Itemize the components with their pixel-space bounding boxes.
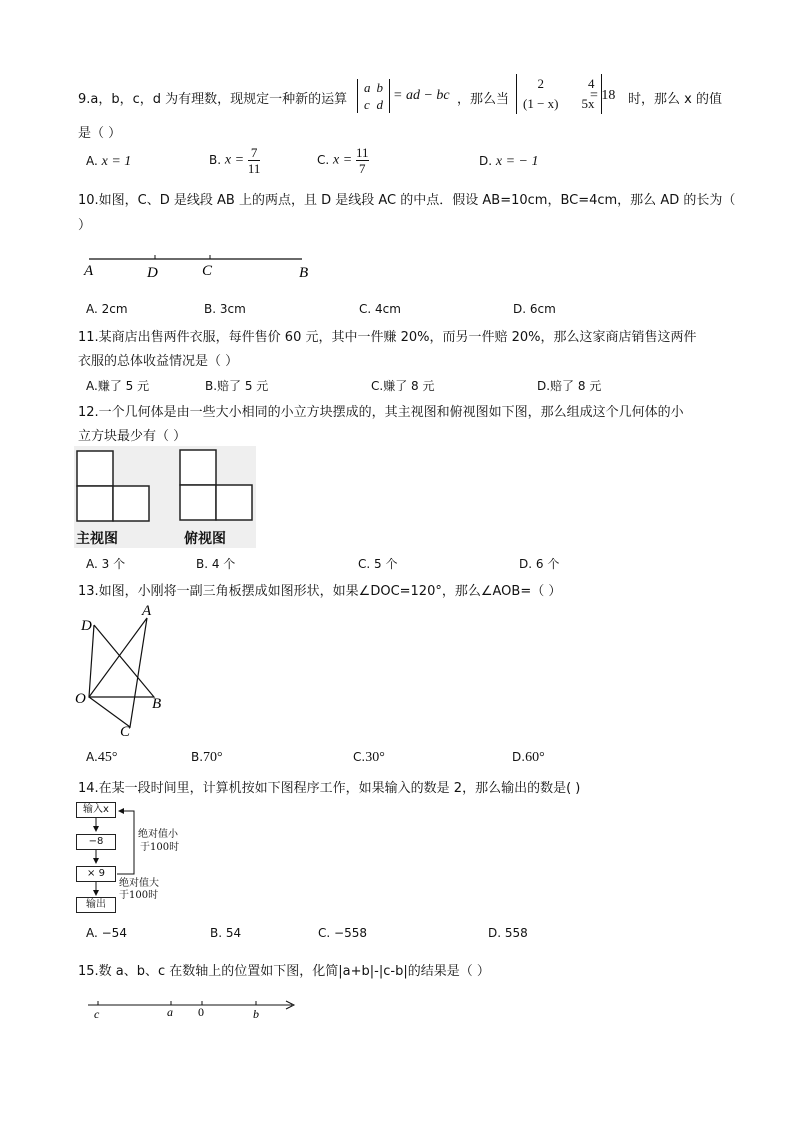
- label-a: a: [167, 1005, 173, 1019]
- q11-option-b[interactable]: B.赔了 5 元: [205, 379, 269, 393]
- flow-input-label: 输入x: [83, 804, 109, 815]
- q14-option-d[interactable]: D. 558: [488, 926, 528, 940]
- label-zero: 0: [198, 1005, 204, 1019]
- q15-stem: 15.数 a、b、c 在数轴上的位置如下图，化简|a+b|-|c-b|的结果是（ ）: [78, 964, 490, 979]
- q13-triangle-figure: [72, 602, 172, 742]
- out-note-2: 于100时: [119, 890, 159, 901]
- q14-flowchart: [74, 800, 204, 916]
- q9-b-num: 7: [250, 145, 258, 160]
- q9-c-num: 11: [356, 145, 369, 160]
- flow-multiply-box: [76, 866, 116, 882]
- loop-note-1: 绝对值小: [138, 829, 178, 840]
- point-d: D: [81, 618, 92, 634]
- q9-option-b-label: B.: [209, 153, 222, 167]
- q9-option-a-expr: x = 1: [101, 154, 132, 169]
- flow-output-label: 输出: [86, 899, 106, 910]
- q9-stem-d: 是（ ）: [78, 126, 122, 141]
- q13-c-label: C.: [353, 750, 366, 764]
- point-c-label: C: [202, 263, 213, 279]
- point-c: C: [120, 724, 131, 740]
- point-d-label: D: [147, 265, 158, 281]
- q15-number-line: [84, 996, 304, 1022]
- loop-note-2: 于100时: [140, 842, 180, 853]
- q10-stem: 10.如图，C、D 是线段 AB 上的两点，且 D 是线段 AC 的中点．假设 AB=10cm，BC=4cm，那么 AD 的长为（: [78, 193, 736, 208]
- q13-option-b[interactable]: [191, 750, 223, 766]
- q9-stem-a: 9.a，b，c，d 为有理数，现规定一种新的运算: [78, 92, 348, 107]
- q12-option-d[interactable]: D. 6 个: [519, 557, 560, 571]
- q11-option-c[interactable]: C.赚了 8 元: [371, 379, 435, 393]
- q14-option-c[interactable]: C. −558: [318, 926, 367, 940]
- q12-top-view: [177, 446, 257, 522]
- q11-stem: 11.某商店出售两件衣服，每件售价 60 元，其中一件赚 20%，而另一件赔 20%，那么这家商店销售这两件: [78, 330, 697, 345]
- q12-stem-2: 立方块最少有（ ）: [78, 429, 187, 444]
- detv-d: 5x: [581, 96, 595, 111]
- q9-option-a-label: A.: [86, 154, 98, 168]
- q9-stem-c: 时，那么 x 的值: [628, 92, 722, 107]
- q13-b-label: B.: [191, 750, 204, 764]
- q9-det-val: [516, 74, 602, 114]
- det-a: a: [364, 80, 371, 95]
- q9-option-d-expr: x = − 1: [495, 154, 539, 169]
- q12-option-a[interactable]: A. 3 个: [86, 557, 126, 571]
- q9-stem-b: ，那么当: [457, 92, 510, 107]
- q9-val-rhs: = 18: [590, 88, 616, 103]
- label-b: b: [253, 1007, 259, 1021]
- q9-option-b-pre: x =: [224, 152, 245, 168]
- q13-option-d[interactable]: [512, 750, 545, 766]
- q12-top-caption: 俯视图: [184, 531, 226, 547]
- q11-stem-2: 衣服的总体收益情况是（ ）: [78, 354, 239, 369]
- q12-front-caption: 主视图: [76, 531, 118, 547]
- point-b: B: [152, 696, 162, 712]
- q12-front-view: [74, 446, 156, 522]
- q14-stem: 14.在某一段时间里，计算机按如下图程序工作，如果输入的数是 2，那么输出的数是( ): [78, 781, 581, 796]
- q13-d-val: 60°: [525, 750, 545, 765]
- q11-option-a[interactable]: A.赚了 5 元: [86, 379, 150, 393]
- det-d: d: [376, 97, 383, 112]
- det-c: c: [364, 97, 370, 112]
- q9-option-c[interactable]: [317, 146, 369, 175]
- q9-option-b[interactable]: [209, 146, 260, 175]
- q14-option-a[interactable]: A. −54: [86, 926, 127, 940]
- q13-option-c[interactable]: [353, 750, 385, 766]
- q14-option-b[interactable]: B. 54: [210, 926, 242, 940]
- q13-a-val: 45°: [97, 750, 118, 765]
- q10-option-c[interactable]: C. 4cm: [359, 302, 401, 316]
- q9-option-c-pre: x =: [333, 152, 353, 168]
- q9-option-d[interactable]: [479, 154, 539, 170]
- q13-a-label: A.: [86, 750, 98, 764]
- q10-segment-figure: [80, 250, 320, 282]
- q10-option-d[interactable]: D. 6cm: [513, 302, 556, 316]
- q13-d-label: D.: [512, 750, 526, 764]
- point-a-label: A: [84, 263, 94, 279]
- q9-option-d-label: D.: [479, 154, 493, 168]
- label-c: c: [94, 1007, 100, 1021]
- det-b: b: [376, 80, 383, 95]
- detv-c: (1 − x): [523, 96, 559, 111]
- q9-b-den: 11: [247, 161, 261, 176]
- flow-output-box: [76, 897, 116, 913]
- q13-stem: 13.如图，小刚将一副三角板摆成如图形状，如果∠DOC=120°，那么∠AOB=（ ）: [78, 584, 562, 599]
- q10-option-a[interactable]: A. 2cm: [86, 302, 128, 316]
- q13-option-a[interactable]: [86, 750, 117, 766]
- point-a: A: [142, 603, 152, 619]
- flow-input-box: [76, 802, 116, 818]
- q11-option-d[interactable]: D.赔了 8 元: [537, 379, 602, 393]
- out-note-1: 绝对值大: [119, 878, 159, 889]
- point-b-label: B: [299, 265, 309, 281]
- flow-subtract-box: [76, 834, 116, 850]
- q9-option-a[interactable]: [86, 154, 131, 170]
- point-o: O: [75, 691, 86, 707]
- q9-stem: [78, 88, 347, 107]
- detv-b: 4: [588, 76, 595, 91]
- q12-option-b[interactable]: B. 4 个: [196, 557, 236, 571]
- q9-def-rhs: = ad − bc: [393, 88, 450, 103]
- q10-option-b[interactable]: B. 3cm: [204, 302, 246, 316]
- detv-a: 2: [537, 76, 544, 91]
- q12-option-c[interactable]: C. 5 个: [358, 557, 398, 571]
- flow-subtract-label: −8: [88, 836, 104, 847]
- q9-option-c-label: C.: [317, 153, 330, 167]
- q13-b-val: 70°: [203, 750, 223, 765]
- q10-stem-close: ）: [78, 218, 92, 233]
- q9-det-def: [357, 79, 390, 113]
- flow-multiply-label: × 9: [87, 868, 105, 879]
- q12-stem: 12.一个几何体是由一些大小相同的小立方块摆成的，其主视图和俯视图如下图，那么组成这个几何体的小: [78, 405, 684, 420]
- q9-c-den: 7: [359, 161, 366, 176]
- q13-c-val: 30°: [365, 750, 385, 765]
